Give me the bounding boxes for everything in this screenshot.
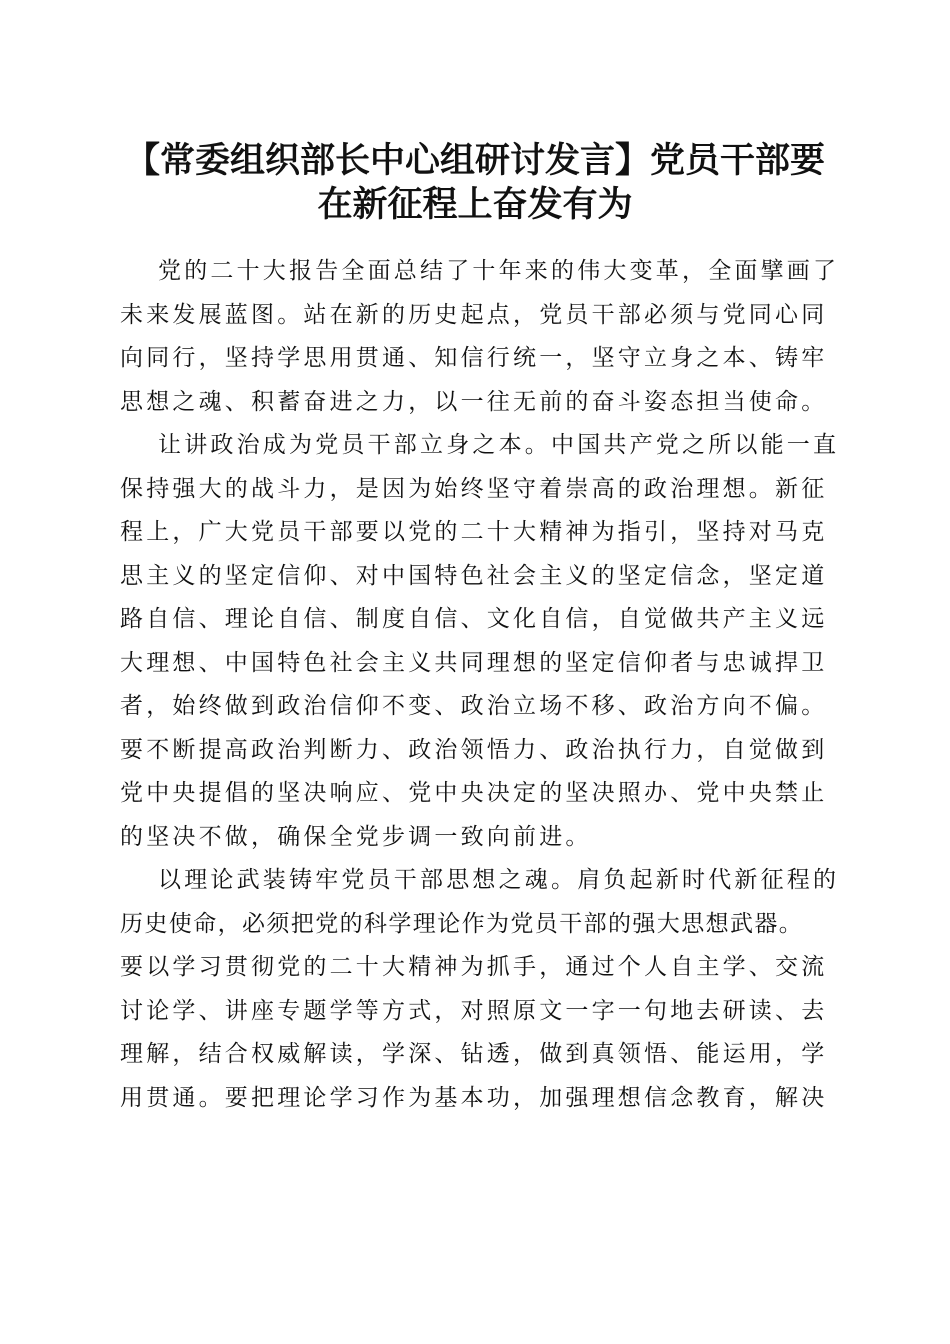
paragraph-line: 以理论武装铸牢党员干部思想之魂。肩负起新时代新征程的 [158, 867, 840, 893]
paragraph-line: 大理想、中国特色社会主义共同理想的坚定信仰者与忠诚捍卫 [120, 649, 828, 676]
paragraph-line: 保持强大的战斗力，是因为始终坚守着崇高的政治理想。新征 [120, 475, 828, 502]
document-title [100, 139, 850, 227]
paragraph-line: 程上，广大党员干部要以党的二十大精神为指引，坚持对马克 [120, 519, 828, 545]
paragraph-line: 的坚决不做，确保全党步调一致向前进。 [120, 823, 592, 850]
paragraph-line: 让讲政治成为党员干部立身之本。中国共产党之所以能一直 [158, 432, 840, 458]
paragraph-politics [120, 424, 840, 859]
paragraph-line: 用贯通。要把理论学习作为基本功，加强理想信念教育，解决 [120, 1084, 828, 1111]
paragraph-line: 路自信、理论自信、制度自信、文化自信，自觉做共产主义远 [120, 606, 828, 632]
paragraph-line: 讨论学、讲座专题学等方式，对照原文一字一句地去研读、去 [120, 997, 828, 1024]
paragraph-line: 向同行，坚持学思用贯通、知信行统一，坚守立身之本、铸牢 [120, 345, 828, 371]
paragraph-line: 未来发展蓝图。站在新的历史起点，党员干部必须与党同心同 [120, 301, 828, 328]
paragraph-line: 理解，结合权威解读，学深、钻透，做到真领悟、能运用，学 [120, 1041, 828, 1067]
title-line-2: 在新征程上奋发有为 [317, 184, 633, 225]
paragraph-line: 历史使命，必须把党的科学理论作为党员干部的强大思想武器。 [120, 910, 804, 937]
paragraph-intro [120, 250, 840, 424]
paragraph-line: 者，始终做到政治信仰不变、政治立场不移、政治方向不偏。 [120, 693, 828, 719]
paragraph-line: 要以学习贯彻党的二十大精神为抓手，通过个人自主学、交流 [120, 954, 828, 980]
paragraph-theory [120, 859, 840, 1120]
paragraph-line: 思想之魂、积蓄奋进之力，以一往无前的奋斗姿态担当使命。 [120, 388, 828, 415]
title-line-1: 【常委组织部长中心组研讨发言】党员干部要 [124, 140, 825, 181]
document-body [120, 250, 840, 1120]
paragraph-line: 党的二十大报告全面总结了十年来的伟大变革，全面擘画了 [158, 258, 840, 284]
paragraph-line: 思主义的坚定信仰、对中国特色社会主义的坚定信念，坚定道 [120, 562, 828, 589]
paragraph-line: 党中央提倡的坚决响应、党中央决定的坚决照办、党中央禁止 [120, 780, 828, 806]
paragraph-line: 要不断提高政治判断力、政治领悟力、政治执行力，自觉做到 [120, 736, 828, 763]
